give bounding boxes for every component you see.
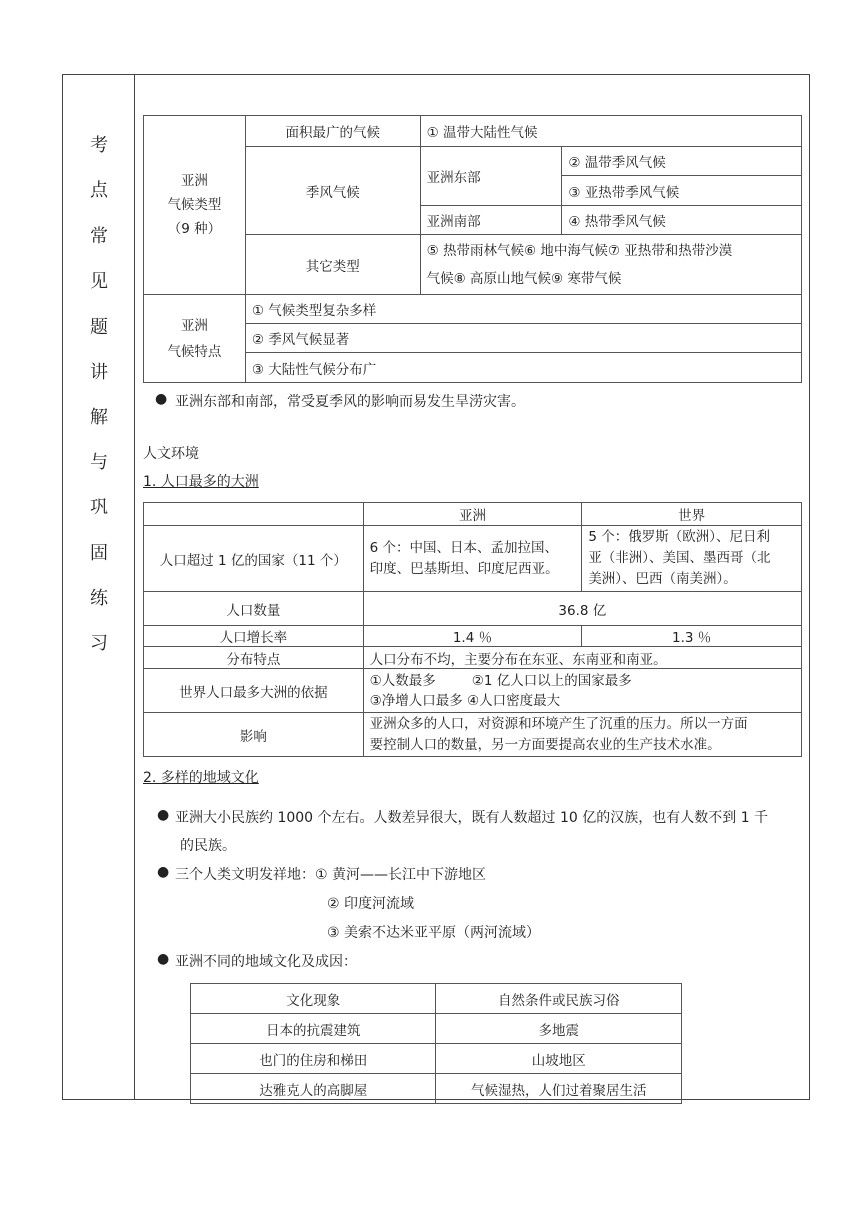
cell <box>582 526 802 592</box>
bullet-ethnic-cont: 的民族。 <box>180 838 236 854</box>
side-char: 与 <box>90 452 108 473</box>
cell: ② 温带季风气候 <box>562 147 802 176</box>
side-char: 固 <box>90 543 108 564</box>
bullet-civ: 三个人类文明发祥地：① 黄河——长江中下游地区 <box>175 867 486 883</box>
cell-line: ③净增人口最多 ④人口密度最大 <box>369 692 561 709</box>
cell-line: 亚洲众多的人口，对资源和环境产生了沉重的压力。所以一方面 <box>369 715 748 732</box>
cell-part: ①人数最多 <box>369 672 436 689</box>
side-char: 考 <box>90 135 108 156</box>
bullet-icon: ● <box>155 391 168 407</box>
climate-feature-label <box>144 295 246 383</box>
cell <box>420 235 801 295</box>
cell: 亚洲 <box>363 503 582 526</box>
cell: 其它类型 <box>245 235 420 295</box>
side-title-column <box>63 75 135 1099</box>
civ-item: ② 印度河流域 <box>327 896 415 912</box>
cell <box>363 669 801 713</box>
table-row <box>191 1014 682 1044</box>
bullet-icon: ● <box>157 864 170 880</box>
label-line: 气候类型 <box>167 197 222 213</box>
cell <box>144 503 364 526</box>
table-row <box>191 1044 682 1074</box>
cell: ④ 热带季风气候 <box>562 206 802 235</box>
cell: 人口超过 1 亿的国家（11 个） <box>144 526 364 592</box>
cell-line: 气候⑧ 高原山地气候⑨ 寒带气候 <box>426 270 622 287</box>
cell-line: 5 个：俄罗斯（欧洲）、尼日利 <box>588 529 770 545</box>
cell: 1.4 ％ <box>363 626 582 647</box>
cell: 世界 <box>582 503 802 526</box>
side-char: 见 <box>90 271 108 292</box>
cell: 季风气候 <box>245 147 420 235</box>
cell: ① 温带大陆性气候 <box>420 116 801 147</box>
cell: 自然条件或民族习俗 <box>436 984 682 1014</box>
bullet-icon: ● <box>157 807 170 823</box>
cell-line: 美洲）、巴西（南美洲）。 <box>588 571 737 587</box>
cell-line <box>370 671 795 691</box>
section-human: 人文环境 <box>143 446 199 462</box>
side-char: 巩 <box>90 497 108 518</box>
cell-part: ②1 亿人口以上的国家最多 <box>471 672 632 689</box>
subsection-title: 2. 多样的地域文化 <box>143 770 259 786</box>
cell <box>363 526 582 592</box>
bullet-culture: 亚洲不同的地域文化及成因： <box>175 954 357 970</box>
cell: ② 季风气候显著 <box>245 324 801 353</box>
cell: 文化现象 <box>191 984 436 1014</box>
cell: 亚洲东部 <box>420 147 562 206</box>
cell-line: 印度、巴基斯坦、印度尼西亚。 <box>369 560 559 577</box>
cell: 亚洲南部 <box>420 206 562 235</box>
cell: ① 气候类型复杂多样 <box>245 295 801 324</box>
cell: 面积最广的气候 <box>245 116 420 147</box>
cell <box>363 713 801 757</box>
cell-line: 要控制人口的数量，另一方面要提高农业的生产技术水准。 <box>369 736 721 753</box>
cell: 36.8 亿 <box>363 592 801 626</box>
label-line: （9 种） <box>167 221 222 237</box>
culture-table <box>190 983 682 1104</box>
cell: 分布特点 <box>144 647 364 669</box>
cell: 世界人口最多大洲的依据 <box>144 669 364 713</box>
subsection-title: 1. 人口最多的大洲 <box>143 474 259 490</box>
side-char: 题 <box>90 317 108 338</box>
cell: 人口分布不均，主要分布在东亚、东南亚和南亚。 <box>363 647 801 669</box>
cell: 人口增长率 <box>144 626 364 647</box>
cell: 影响 <box>144 713 364 757</box>
cell: 人口数量 <box>144 592 364 626</box>
cell: ③ 亚热带季风气候 <box>562 176 802 206</box>
bullet-monsoon: 亚洲东部和南部，常受夏季风的影响而易发生旱涝灾害。 <box>175 394 525 410</box>
side-char: 练 <box>90 588 108 609</box>
climate-type-label <box>144 116 246 295</box>
cell-line: 亚（非洲）、美国、墨西哥（北 <box>588 550 771 566</box>
cell: 多地震 <box>436 1014 682 1044</box>
label-line: 亚洲 <box>180 173 208 189</box>
bullet-ethnic: 亚洲大小民族约 1000 个左右。人数差异很大，既有人数超过 10 亿的汉族，也有人数不到 1 千 <box>175 810 769 826</box>
side-char: 讲 <box>90 362 108 383</box>
cell: 达雅克人的高脚屋 <box>191 1074 436 1104</box>
climate-table <box>143 115 802 383</box>
side-char: 习 <box>90 633 108 654</box>
label-line: 亚洲 <box>180 317 208 334</box>
cell: 日本的抗震建筑 <box>191 1014 436 1044</box>
cell: 1.3 ％ <box>582 626 802 647</box>
cell: ③ 大陆性气候分布广 <box>245 353 801 383</box>
side-char: 常 <box>90 226 108 247</box>
cell-line: ⑤ 热带雨林气候⑥ 地中海气候⑦ 亚热带和热带沙漠 <box>426 242 733 259</box>
cell: 山坡地区 <box>436 1044 682 1074</box>
side-char: 解 <box>90 407 108 428</box>
civ-item: ③ 美索不达米亚平原（两河流域） <box>327 925 541 941</box>
bullet-icon: ● <box>157 951 170 967</box>
side-char: 点 <box>90 180 108 201</box>
population-table <box>143 502 802 757</box>
label-line: 气候特点 <box>167 343 222 360</box>
cell: 也门的住房和梯田 <box>191 1044 436 1074</box>
cell: 气候湿热，人们过着聚居生活 <box>436 1074 682 1104</box>
table-row <box>191 1074 682 1104</box>
cell-line: 6 个：中国、日本、孟加拉国、 <box>369 539 559 556</box>
